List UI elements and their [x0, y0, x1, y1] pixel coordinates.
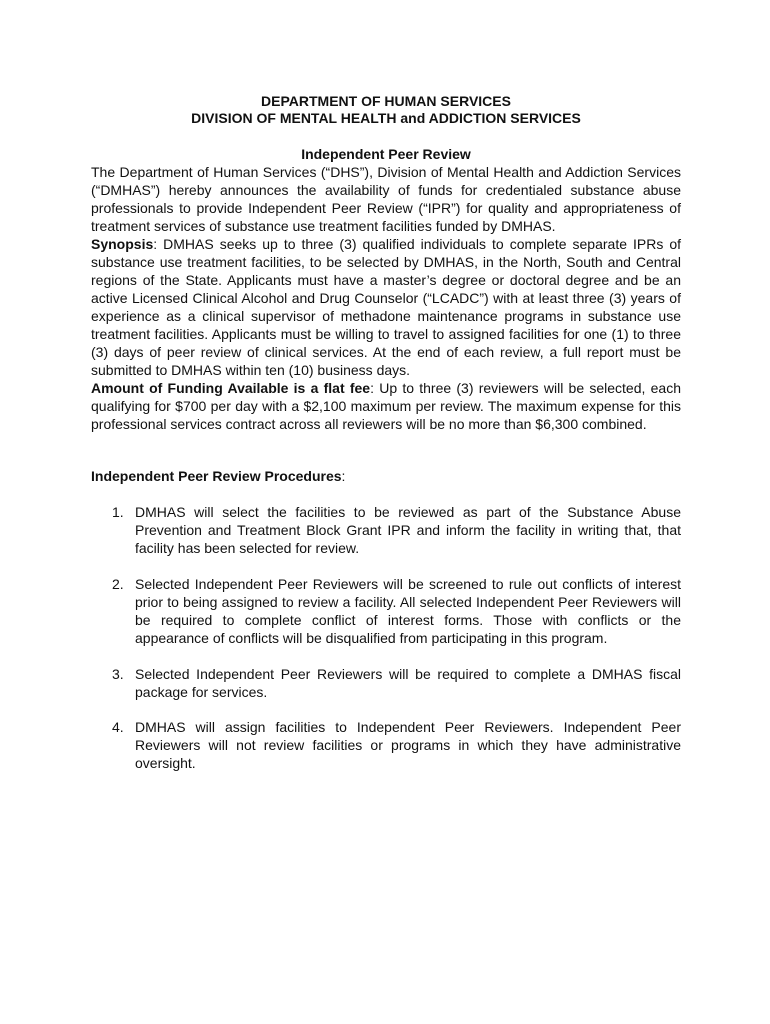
list-item — [91, 665, 681, 701]
synopsis-text: : DMHAS seeks up to three (3) qualified individuals to complete separate IPRs of substance use treatment facilities, to be selected by DMHAS, in the North, South and Central regions of the State. Applicants must have a master’s degree or doctoral degree and be an active Licensed Clinical Alcohol and Drug Counselor (“LCADC”) with at least three (3) years of experience as a clinical supervisor of methadone maintenance programs in substance use treatment facilities. Applicants must be willing to travel to assigned facilities for one (1) to three (3) days of peer review of clinical services. At the end of each review, a full report must be submitted to DMHAS within ten (10) business days. — [91, 236, 681, 378]
list-item-number: 4. — [112, 719, 124, 735]
procedures-heading-colon: : — [341, 468, 346, 484]
list-item — [91, 718, 681, 772]
list-item — [91, 503, 681, 557]
synopsis-label: Synopsis — [91, 236, 154, 252]
funding-label: Amount of Funding Available is a flat fee — [91, 380, 371, 396]
list-item — [91, 575, 681, 647]
procedures-heading-label: Independent Peer Review Procedures — [91, 468, 342, 484]
intro-paragraph: The Department of Human Services (“DHS”), Division of Mental Health and Addiction Services (“DMHAS”) hereby announces the availability of funds for credentialed substance abuse professionals to provide Independent Peer Review (“IPR”) for quality and appropriateness of treatment services of substance use treatment facilities funded by DMHAS. — [91, 164, 681, 234]
document-subtitle: Independent Peer Review — [301, 146, 471, 162]
list-item-text: DMHAS will assign facilities to Independent Peer Reviewers. Independent Peer Reviewers will not review facilities or programs in which they have administrative oversight. — [135, 719, 681, 771]
list-item-text: Selected Independent Peer Reviewers will be required to complete a DMHAS fiscal package for services. — [135, 666, 681, 700]
document-content — [91, 93, 681, 772]
list-item-text: Selected Independent Peer Reviewers will be screened to rule out conflicts of interest prior to being assigned to review a facility. All selected Independent Peer Reviewers will be required to complete conflict of interest forms. Those with conflicts or the appearance of conflicts will be disqualified from participating in this program. — [135, 576, 681, 646]
procedures-list — [91, 503, 681, 772]
list-item-number: 1. — [112, 504, 124, 520]
department-heading: DEPARTMENT OF HUMAN SERVICES — [261, 93, 511, 109]
funding-paragraph — [91, 379, 681, 433]
funding-text: : Up to three (3) reviewers will be selected, each qualifying for $700 per day with a $2,100 maximum per review. The maximum expense for this professional services contract across all reviewers will be no more than $6,300 combined. — [91, 380, 681, 432]
list-item-number: 3. — [112, 666, 124, 682]
list-item-number: 2. — [112, 576, 124, 592]
division-heading: DIVISION OF MENTAL HEALTH and ADDICTION SERVICES — [191, 110, 581, 126]
synopsis-paragraph — [91, 235, 681, 379]
list-item-text: DMHAS will select the facilities to be reviewed as part of the Substance Abuse Prevention and Treatment Block Grant IPR and inform the facility in writing that, that facility has been selected for review. — [135, 504, 681, 556]
procedures-heading — [91, 467, 681, 485]
